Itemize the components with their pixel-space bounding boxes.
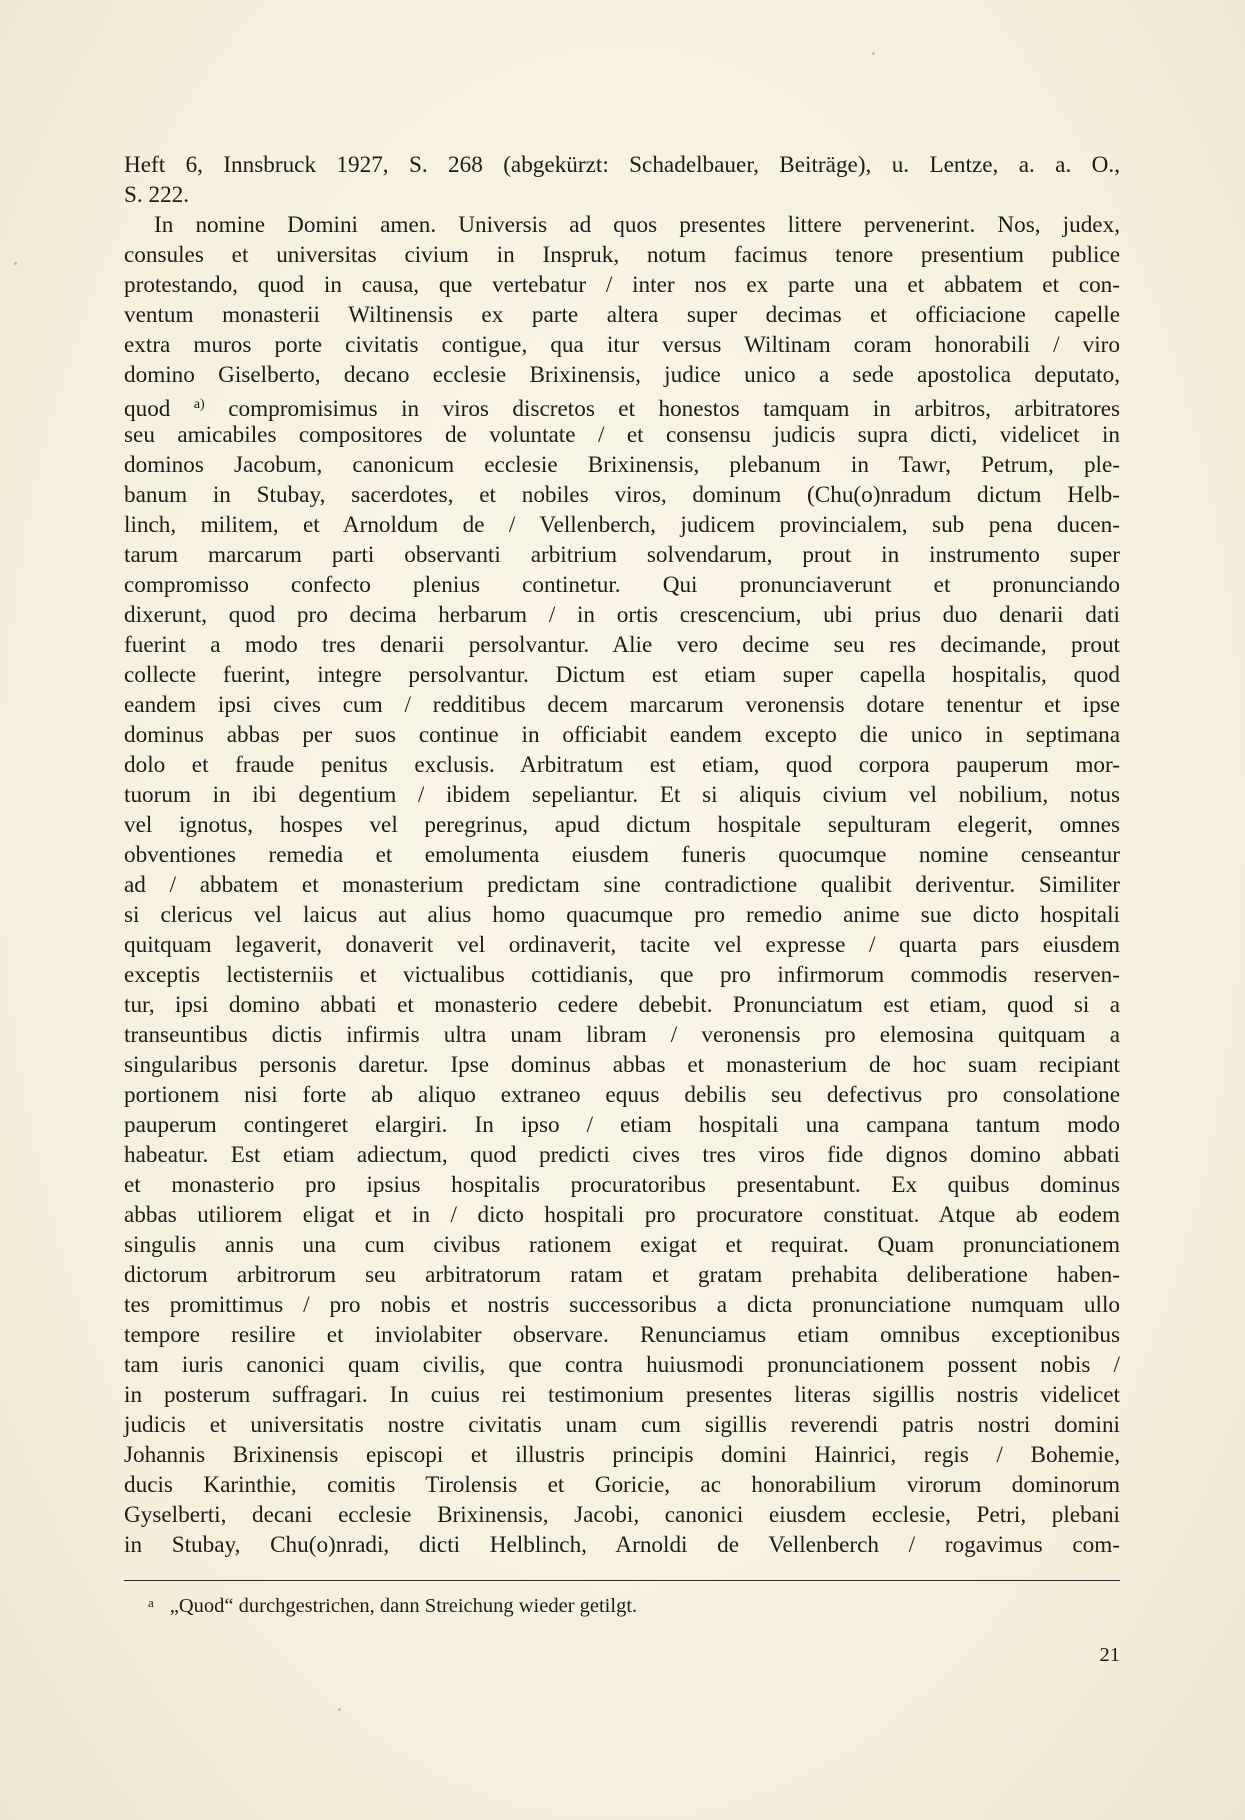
- text-line: in posterum suffragari. In cuius rei testimonium presentes literas sigillis nostris videlicet: [124, 1382, 1120, 1408]
- quod-word: quod: [124, 396, 171, 422]
- text-line-with-note-mark: [124, 390, 1120, 420]
- footnote-text: „Quod“ durchgestrichen, dann Streichung wieder getilgt.: [169, 1595, 638, 1617]
- text-line: [124, 1560, 1120, 1590]
- body-text: [124, 150, 1120, 1590]
- text-line: si clericus vel laicus aut alius homo quacumque pro remedio anime sue dicto hospitali: [124, 902, 1120, 928]
- text-line: Heft 6, Innsbruck 1927, S. 268 (abgekürzt: Schadelbauer, Beiträge), u. Lentze, a. a. O.,: [124, 152, 1120, 178]
- text-line: obventiones remedia et emolumenta eiusdem funeris quocumque nomine censeantur: [124, 842, 1120, 868]
- text-line: ad / abbatem et monasterium predictam sine contradictione qualibit deriventur. Similiter: [124, 872, 1120, 898]
- text-line: Johannis Brixinensis episcopi et illustris principis domini Hainrici, regis / Bohemie,: [124, 1442, 1120, 1468]
- text-line: tes promittimus / pro nobis et nostris successoribus a dicta pronunciatione numquam ullo: [124, 1292, 1120, 1318]
- text-line: S. 222.: [124, 182, 190, 208]
- text-line: judicis et universitatis nostre civitatis unam cum sigillis reverendi patris nostri domini: [124, 1412, 1120, 1438]
- text-line: consules et universitas civium in Inspruk, notum facimus tenore presentium publice: [124, 242, 1120, 268]
- text-line: tur, ipsi domino abbati et monasterio cedere debebit. Pronunciatum est etiam, quod si a: [124, 992, 1120, 1018]
- footnote-reference: a): [193, 397, 205, 412]
- text-line: protestando, quod in causa, que vertebatur / inter nos ex parte una et abbatem et con-: [124, 272, 1120, 298]
- paper-speck: [872, 52, 875, 55]
- text-line: domino Giselberto, decano ecclesie Brixinensis, judice unico a sede apostolica deputato,: [124, 362, 1120, 388]
- text-line: pauperum contingeret elargiri. In ipso / etiam hospitali una campana tantum modo: [124, 1112, 1120, 1138]
- text-line: compromisso confecto plenius continetur. Qui pronunciaverunt et pronunciando: [124, 572, 1120, 598]
- paper-speck: [338, 1708, 341, 1711]
- text-line: ducis Karinthie, comitis Tirolensis et Goricie, ac honorabilium virorum dominorum: [124, 1472, 1120, 1498]
- footnote: [148, 1588, 637, 1621]
- text-line: transeuntibus dictis infirmis ultra unam libram / veronensis pro elemosina quitquam a: [124, 1022, 1120, 1048]
- text-line: collecte fuerint, integre persolvantur. Dictum est etiam super capella hospitalis, quod: [124, 662, 1120, 688]
- text-line: ventum monasterii Wiltinensis ex parte altera super decimas et officiacione capelle: [124, 302, 1120, 328]
- text-line: extra muros porte civitatis contigue, qua itur versus Wiltinam coram honorabili / viro: [124, 332, 1120, 358]
- text-line: vel ignotus, hospes vel peregrinus, apud dictum hospitale sepulturam elegerit, omnes: [124, 812, 1120, 838]
- text-line: tuorum in ibi degentium / ibidem sepeliantur. Et si aliquis civium vel nobilium, notus: [124, 782, 1120, 808]
- text-line: portionem nisi forte ab aliquo extraneo equus debilis seu defectivus pro consolatione: [124, 1082, 1120, 1108]
- text-line: singulis annis una cum civibus rationem exigat et requirat. Quam pronunciationem: [124, 1232, 1120, 1258]
- text-line: seu amicabiles compositores de voluntate / et consensu judicis supra dicti, videlicet in: [124, 422, 1120, 448]
- text-line: dominos Jacobum, canonicum ecclesie Brixinensis, plebanum in Tawr, Petrum, ple-: [124, 452, 1120, 478]
- text-line: et monasterio pro ipsius hospitalis procuratoribus presentabunt. Ex quibus dominus: [124, 1172, 1120, 1198]
- text-line: Gyselberti, decani ecclesie Brixinensis, Jacobi, canonici eiusdem ecclesie, Petri, plebani: [124, 1502, 1120, 1528]
- text-line: exceptis lectisterniis et victualibus cottidianis, que pro infirmorum commodis reserven-: [124, 962, 1120, 988]
- text-line: dictorum arbitrorum seu arbitratorum ratam et gratam prehabita deliberatione haben-: [124, 1262, 1120, 1288]
- footnote-mark: a: [148, 1595, 154, 1610]
- text-line: abbas utiliorem eligat et in / dicto hospitali pro procuratore constituat. Atque ab eodem: [124, 1202, 1120, 1228]
- text-line: In nomine Domini amen. Universis ad quos presentes littere pervenerint. Nos, judex,: [154, 212, 1120, 238]
- text-line: fuerint a modo tres denarii persolvantur. Alie vero decime seu res decimande, prout: [124, 632, 1120, 658]
- text-line: dominus abbas per suos continue in officiabit eandem excepto die unico in septimana: [124, 722, 1120, 748]
- text-line: tempore resilire et inviolabiter observare. Renunciamus etiam omnibus exceptionibus: [124, 1322, 1120, 1348]
- text-line: quitquam legaverit, donaverit vel ordinaverit, tacite vel expresse / quarta pars eiusdem: [124, 932, 1120, 958]
- text-line: banum in Stubay, sacerdotes, et nobiles viros, dominum (Chu(o)nradum dictum Helb-: [124, 482, 1120, 508]
- text-line: dixerunt, quod pro decima herbarum / in ortis crescencium, ubi prius duo denarii dati: [124, 602, 1120, 628]
- text-line: dolo et fraude penitus exclusis. Arbitratum est etiam, quod corpora pauperum mor-: [124, 752, 1120, 778]
- line-continuation: compromisimus in viros discretos et honestos tamquam in arbitros, arbitratores: [228, 396, 1121, 422]
- footnote-separator: [124, 1580, 1120, 1581]
- paper-speck: [14, 262, 17, 265]
- text-line: eandem ipsi cives cum / redditibus decem marcarum veronensis dotare tenentur et ipse: [124, 692, 1120, 718]
- text-line: in Stubay, Chu(o)nradi, dicti Helblinch, Arnoldi de Vellenberch / rogavimus com-: [124, 1532, 1120, 1558]
- text-line: tam iuris canonici quam civilis, que contra huiusmodi pronunciationem possent nobis /: [124, 1352, 1120, 1378]
- text-line: tarum marcarum parti observanti arbitrium solvendarum, prout in instrumento super: [124, 542, 1120, 568]
- text-line: habeatur. Est etiam adiectum, quod predicti cives tres viros fide dignos domino abbati: [124, 1142, 1120, 1168]
- page-number: 21: [1099, 1644, 1120, 1666]
- text-line: singularibus personis daretur. Ipse dominus abbas et monasterium de hoc suam recipiant: [124, 1052, 1120, 1078]
- text-line: linch, militem, et Arnoldum de / Vellenberch, judicem provincialem, sub pena ducen-: [124, 512, 1120, 538]
